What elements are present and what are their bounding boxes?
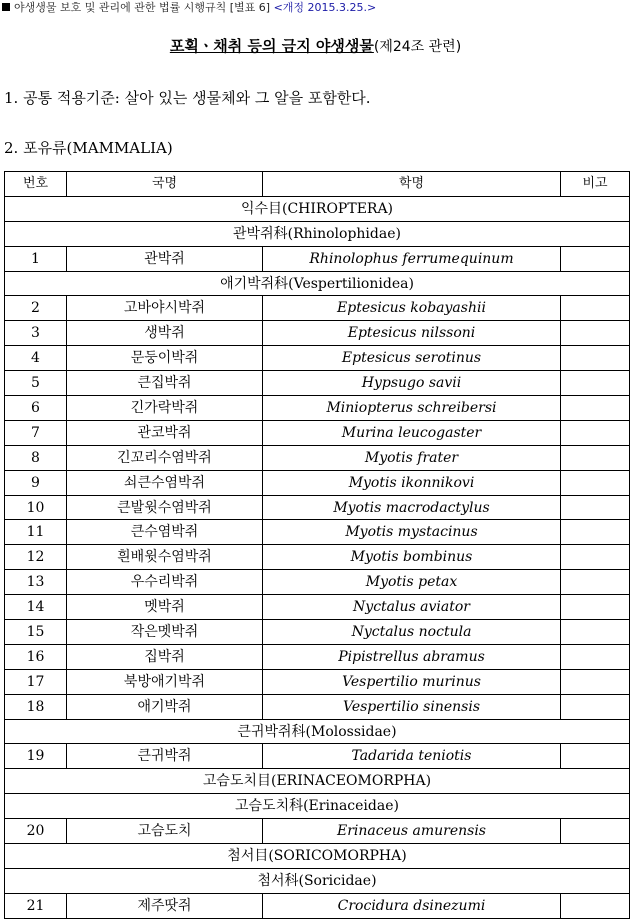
remarks [561, 694, 630, 719]
species-number: 1 [5, 246, 67, 271]
section-mammalia-heading: 2. 포유류(MAMMALIA) [4, 139, 173, 157]
remarks [561, 520, 630, 545]
species-row [5, 246, 630, 271]
title-sub: (제24조 관련) [373, 39, 462, 55]
korean-name: 흰배윗수염박쥐 [67, 545, 263, 570]
species-number: 7 [5, 420, 67, 445]
header-number: 번호 [5, 172, 67, 197]
header-text: 야생생물 보호 및 관리에 관한 법률 시행규칙 [별표 6] [14, 1, 271, 14]
species-row [5, 520, 630, 545]
species-row [5, 819, 630, 844]
remarks [561, 246, 630, 271]
taxon-group-label: 익수目(CHIROPTERA) [5, 196, 630, 221]
scientific-name: Vespertilio murinus [263, 669, 561, 694]
scientific-name: Erinaceus amurensis [263, 819, 561, 844]
korean-name: 관코박쥐 [67, 420, 263, 445]
taxon-group-row [5, 719, 630, 744]
species-row [5, 893, 630, 918]
remarks [561, 495, 630, 520]
scientific-name: Myotis ikonnikovi [263, 470, 561, 495]
remarks [561, 346, 630, 371]
taxon-group-row [5, 868, 630, 893]
scientific-name: Myotis mystacinus [263, 520, 561, 545]
scientific-name: Eptesicus serotinus [263, 346, 561, 371]
scientific-name: Myotis frater [263, 445, 561, 470]
korean-name: 관박쥐 [67, 246, 263, 271]
species-row [5, 296, 630, 321]
document-title [0, 36, 631, 57]
remarks [561, 371, 630, 396]
section-common-criteria: 1. 공통 적용기준: 살아 있는 생물체와 그 알을 포함한다. [4, 89, 371, 107]
korean-name: 큰귀박쥐 [67, 744, 263, 769]
korean-name: 고바야시박쥐 [67, 296, 263, 321]
species-number: 20 [5, 819, 67, 844]
species-row [5, 694, 630, 719]
korean-name: 우수리박쥐 [67, 570, 263, 595]
scientific-name: Myotis macrodactylus [263, 495, 561, 520]
species-number: 5 [5, 371, 67, 396]
remarks [561, 595, 630, 620]
korean-name: 멧박쥐 [67, 595, 263, 620]
species-row [5, 620, 630, 645]
scientific-name: Miniopterus schreibersi [263, 396, 561, 421]
scientific-name: Pipistrellus abramus [263, 644, 561, 669]
taxon-group-label: 첨서科(Soricidae) [5, 868, 630, 893]
taxon-group-row [5, 196, 630, 221]
remarks [561, 669, 630, 694]
species-number: 10 [5, 495, 67, 520]
remarks [561, 620, 630, 645]
taxon-group-label: 큰귀박쥐科(Molossidae) [5, 719, 630, 744]
scientific-name: Rhinolophus ferrumequinum [263, 246, 561, 271]
species-number: 3 [5, 321, 67, 346]
taxon-group-row [5, 221, 630, 246]
taxon-group-label: 관박쥐科(Rhinolophidae) [5, 221, 630, 246]
korean-name: 북방애기박쥐 [67, 669, 263, 694]
species-row [5, 321, 630, 346]
remarks [561, 470, 630, 495]
scientific-name: Murina leucogaster [263, 420, 561, 445]
taxon-group-row [5, 794, 630, 819]
korean-name: 애기박쥐 [67, 694, 263, 719]
species-number: 18 [5, 694, 67, 719]
header-remarks: 비고 [561, 172, 630, 197]
species-row [5, 495, 630, 520]
korean-name: 집박쥐 [67, 644, 263, 669]
title-main: 포획ㆍ채취 등의 금지 야생생물 [169, 37, 374, 55]
remarks [561, 893, 630, 918]
species-table-body [5, 196, 630, 918]
taxon-group-label: 첨서目(SORICOMORPHA) [5, 844, 630, 869]
species-row [5, 420, 630, 445]
table-header-row [5, 172, 630, 197]
scientific-name: Myotis petax [263, 570, 561, 595]
species-number: 19 [5, 744, 67, 769]
taxon-group-row [5, 844, 630, 869]
taxon-group-label: 고슴도치科(Erinaceidae) [5, 794, 630, 819]
korean-name: 긴가락박쥐 [67, 396, 263, 421]
species-number: 16 [5, 644, 67, 669]
species-number: 6 [5, 396, 67, 421]
species-number: 17 [5, 669, 67, 694]
remarks [561, 420, 630, 445]
species-row [5, 570, 630, 595]
species-number: 9 [5, 470, 67, 495]
species-row [5, 470, 630, 495]
taxon-group-row [5, 271, 630, 296]
korean-name: 생박쥐 [67, 321, 263, 346]
korean-name: 긴꼬리수염박쥐 [67, 445, 263, 470]
species-number: 4 [5, 346, 67, 371]
species-number: 13 [5, 570, 67, 595]
taxon-group-row [5, 769, 630, 794]
korean-name: 큰집박쥐 [67, 371, 263, 396]
species-row [5, 545, 630, 570]
korean-name: 큰발윗수염박쥐 [67, 495, 263, 520]
remarks [561, 819, 630, 844]
species-number: 12 [5, 545, 67, 570]
scientific-name: Tadarida teniotis [263, 744, 561, 769]
species-row [5, 744, 630, 769]
korean-name: 큰수염박쥐 [67, 520, 263, 545]
remarks [561, 445, 630, 470]
korean-name: 쇠큰수염박쥐 [67, 470, 263, 495]
scientific-name: Eptesicus nilssoni [263, 321, 561, 346]
species-table [4, 171, 630, 919]
remarks [561, 545, 630, 570]
species-number: 2 [5, 296, 67, 321]
remarks [561, 644, 630, 669]
scientific-name: Nyctalus noctula [263, 620, 561, 645]
scientific-name: Myotis bombinus [263, 545, 561, 570]
species-number: 11 [5, 520, 67, 545]
species-number: 21 [5, 893, 67, 918]
remarks [561, 321, 630, 346]
species-row [5, 669, 630, 694]
species-row [5, 371, 630, 396]
species-number: 8 [5, 445, 67, 470]
korean-name: 작은멧박쥐 [67, 620, 263, 645]
korean-name: 고슴도치 [67, 819, 263, 844]
header-korean-name: 국명 [67, 172, 263, 197]
species-row [5, 396, 630, 421]
scientific-name: Nyctalus aviator [263, 595, 561, 620]
remarks [561, 570, 630, 595]
scientific-name: Vespertilio sinensis [263, 694, 561, 719]
taxon-group-label: 고슴도치目(ERINACEOMORPHA) [5, 769, 630, 794]
korean-name: 제주땃쥐 [67, 893, 263, 918]
amendment-link[interactable]: <개정 2015.3.25.> [273, 1, 377, 14]
species-row [5, 346, 630, 371]
species-number: 14 [5, 595, 67, 620]
korean-name: 문둥이박쥐 [67, 346, 263, 371]
taxon-group-label: 애기박쥐科(Vespertilionidea) [5, 271, 630, 296]
scientific-name: Hypsugo savii [263, 371, 561, 396]
remarks [561, 296, 630, 321]
species-row [5, 595, 630, 620]
header-scientific-name: 학명 [263, 172, 561, 197]
scientific-name: Crocidura dsinezumi [263, 893, 561, 918]
scientific-name: Eptesicus kobayashii [263, 296, 561, 321]
species-number: 15 [5, 620, 67, 645]
remarks [561, 744, 630, 769]
species-row [5, 445, 630, 470]
document-header [2, 0, 376, 16]
remarks [561, 396, 630, 421]
black-square-icon [2, 3, 10, 11]
species-row [5, 644, 630, 669]
